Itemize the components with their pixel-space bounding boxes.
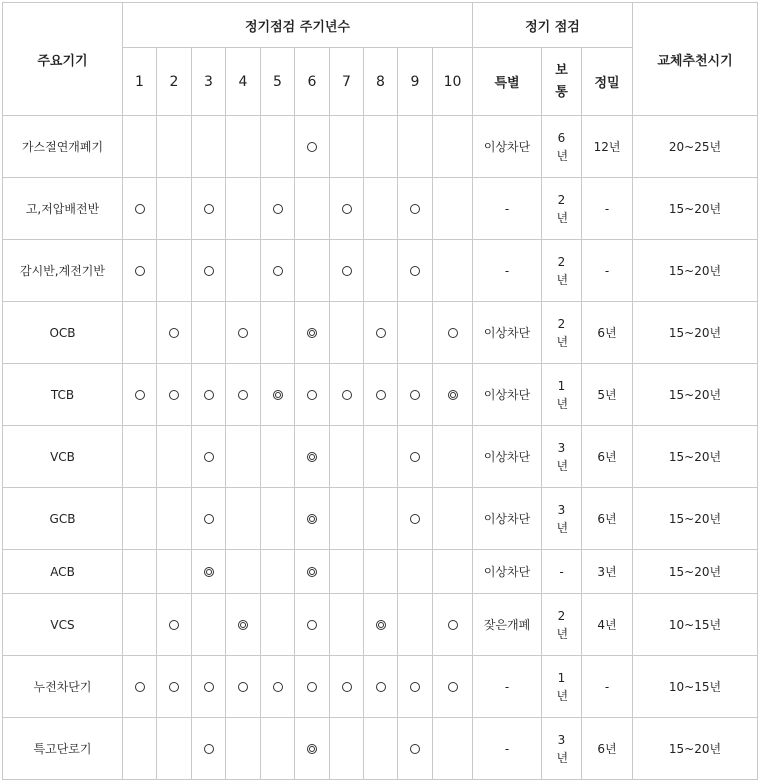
special-check: 이상차단	[473, 364, 542, 426]
header-year-1: 1	[123, 48, 157, 116]
table-row	[3, 550, 758, 594]
year-7-mark	[330, 718, 364, 780]
table-row	[3, 116, 758, 178]
table-row	[3, 656, 758, 718]
header-year-10: 10	[433, 48, 473, 116]
year-4-mark	[226, 116, 261, 178]
double-circle-icon	[307, 328, 317, 338]
year-10-mark	[433, 656, 473, 718]
circle-icon	[135, 390, 145, 400]
year-3-mark	[192, 178, 226, 240]
year-2-mark	[157, 550, 192, 594]
year-4-mark	[226, 718, 261, 780]
circle-icon	[273, 682, 283, 692]
year-4-mark	[226, 364, 261, 426]
normal-check-cell	[542, 302, 582, 364]
circle-icon	[342, 390, 352, 400]
year-10-mark	[433, 594, 473, 656]
year-4-mark	[226, 594, 261, 656]
equipment-name: 특고단로기	[3, 718, 123, 780]
circle-icon	[238, 682, 248, 692]
year-7-mark	[330, 656, 364, 718]
normal-check-cell	[542, 656, 582, 718]
normal-check: 3년	[556, 440, 569, 473]
circle-icon	[410, 204, 420, 214]
normal-check-cell	[542, 594, 582, 656]
year-1-mark	[123, 656, 157, 718]
year-8-mark	[364, 178, 398, 240]
special-check: 이상차단	[473, 116, 542, 178]
header-normal	[542, 48, 582, 116]
circle-icon	[204, 390, 214, 400]
replacement-period: 15~20년	[633, 488, 758, 550]
year-2-mark	[157, 116, 192, 178]
header-main-equipment: 주요기기	[3, 3, 123, 116]
year-1-mark	[123, 550, 157, 594]
equipment-name: 고,저압배전반	[3, 178, 123, 240]
circle-icon	[238, 390, 248, 400]
normal-check: 3년	[556, 502, 569, 535]
circle-icon	[204, 452, 214, 462]
equipment-name: 가스절연개폐기	[3, 116, 123, 178]
replacement-period: 15~20년	[633, 364, 758, 426]
normal-check: 2년	[556, 192, 569, 225]
year-8-mark	[364, 718, 398, 780]
double-circle-icon	[204, 567, 214, 577]
circle-icon	[273, 204, 283, 214]
double-circle-icon	[448, 390, 458, 400]
year-6-mark	[295, 178, 330, 240]
year-8-mark	[364, 594, 398, 656]
year-5-mark	[261, 240, 295, 302]
double-circle-icon	[307, 567, 317, 577]
header-year-2: 2	[157, 48, 192, 116]
circle-icon	[169, 682, 179, 692]
year-9-mark	[398, 656, 433, 718]
circle-icon	[204, 682, 214, 692]
replacement-period: 15~20년	[633, 178, 758, 240]
precise-check: 6년	[582, 426, 633, 488]
year-4-mark	[226, 488, 261, 550]
year-2-mark	[157, 718, 192, 780]
year-7-mark	[330, 240, 364, 302]
circle-icon	[448, 328, 458, 338]
year-1-mark	[123, 594, 157, 656]
year-5-mark	[261, 302, 295, 364]
replacement-period: 15~20년	[633, 240, 758, 302]
header-year-9: 9	[398, 48, 433, 116]
circle-icon	[342, 204, 352, 214]
header-row-top	[3, 3, 758, 48]
year-4-mark	[226, 302, 261, 364]
year-9-mark	[398, 550, 433, 594]
year-5-mark	[261, 718, 295, 780]
circle-icon	[169, 328, 179, 338]
normal-check: 2년	[556, 254, 569, 287]
year-5-mark	[261, 550, 295, 594]
year-10-mark	[433, 116, 473, 178]
circle-icon	[204, 744, 214, 754]
year-6-mark	[295, 718, 330, 780]
year-7-mark	[330, 594, 364, 656]
circle-icon	[307, 620, 317, 630]
maintenance-table	[2, 2, 758, 780]
table-row	[3, 302, 758, 364]
equipment-name: TCB	[3, 364, 123, 426]
year-6-mark	[295, 656, 330, 718]
year-7-mark	[330, 178, 364, 240]
circle-icon	[238, 328, 248, 338]
year-3-mark	[192, 116, 226, 178]
normal-check-cell	[542, 178, 582, 240]
year-9-mark	[398, 718, 433, 780]
year-4-mark	[226, 656, 261, 718]
special-check: -	[473, 656, 542, 718]
year-6-mark	[295, 594, 330, 656]
circle-icon	[135, 682, 145, 692]
year-10-mark	[433, 550, 473, 594]
year-9-mark	[398, 116, 433, 178]
year-2-mark	[157, 240, 192, 302]
circle-icon	[204, 266, 214, 276]
year-1-mark	[123, 364, 157, 426]
year-1-mark	[123, 718, 157, 780]
year-10-mark	[433, 426, 473, 488]
year-5-mark	[261, 178, 295, 240]
year-2-mark	[157, 488, 192, 550]
normal-check-cell	[542, 116, 582, 178]
header-year-5: 5	[261, 48, 295, 116]
replacement-period: 15~20년	[633, 718, 758, 780]
circle-icon	[169, 390, 179, 400]
normal-check: 6년	[556, 130, 569, 163]
year-2-mark	[157, 364, 192, 426]
table-row	[3, 594, 758, 656]
replacement-period: 10~15년	[633, 594, 758, 656]
year-2-mark	[157, 656, 192, 718]
year-4-mark	[226, 178, 261, 240]
year-8-mark	[364, 116, 398, 178]
circle-icon	[204, 514, 214, 524]
precise-check: -	[582, 240, 633, 302]
circle-icon	[307, 390, 317, 400]
year-3-mark	[192, 550, 226, 594]
year-8-mark	[364, 364, 398, 426]
year-7-mark	[330, 364, 364, 426]
precise-check: 4년	[582, 594, 633, 656]
year-8-mark	[364, 302, 398, 364]
circle-icon	[410, 390, 420, 400]
table-body	[3, 116, 758, 780]
year-1-mark	[123, 178, 157, 240]
year-9-mark	[398, 240, 433, 302]
normal-check-cell	[542, 718, 582, 780]
equipment-name: 감시반,계전기반	[3, 240, 123, 302]
special-check: -	[473, 240, 542, 302]
circle-icon	[204, 204, 214, 214]
year-10-mark	[433, 302, 473, 364]
year-7-mark	[330, 302, 364, 364]
equipment-name: VCS	[3, 594, 123, 656]
year-3-mark	[192, 364, 226, 426]
circle-icon	[410, 682, 420, 692]
year-10-mark	[433, 240, 473, 302]
year-10-mark	[433, 488, 473, 550]
year-3-mark	[192, 718, 226, 780]
circle-icon	[342, 266, 352, 276]
year-6-mark	[295, 364, 330, 426]
replacement-period: 15~20년	[633, 302, 758, 364]
year-6-mark	[295, 302, 330, 364]
year-7-mark	[330, 550, 364, 594]
normal-check-cell	[542, 364, 582, 426]
normal-check: 3년	[556, 732, 569, 765]
year-8-mark	[364, 656, 398, 718]
header-special: 특별	[473, 48, 542, 116]
year-5-mark	[261, 488, 295, 550]
circle-icon	[448, 682, 458, 692]
year-9-mark	[398, 178, 433, 240]
year-2-mark	[157, 594, 192, 656]
year-10-mark	[433, 718, 473, 780]
header-precise: 정밀	[582, 48, 633, 116]
special-check: 이상차단	[473, 302, 542, 364]
year-5-mark	[261, 426, 295, 488]
header-year-3: 3	[192, 48, 226, 116]
circle-icon	[169, 620, 179, 630]
circle-icon	[376, 328, 386, 338]
table-row	[3, 488, 758, 550]
year-3-mark	[192, 488, 226, 550]
special-check: 이상차단	[473, 426, 542, 488]
year-8-mark	[364, 426, 398, 488]
year-5-mark	[261, 364, 295, 426]
special-check: 잦은개폐	[473, 594, 542, 656]
year-2-mark	[157, 302, 192, 364]
double-circle-icon	[238, 620, 248, 630]
year-4-mark	[226, 550, 261, 594]
circle-icon	[410, 266, 420, 276]
year-1-mark	[123, 426, 157, 488]
replacement-period: 15~20년	[633, 426, 758, 488]
table-row	[3, 364, 758, 426]
year-7-mark	[330, 426, 364, 488]
circle-icon	[307, 142, 317, 152]
replacement-period: 20~25년	[633, 116, 758, 178]
circle-icon	[135, 204, 145, 214]
circle-icon	[342, 682, 352, 692]
header-year-4: 4	[226, 48, 261, 116]
double-circle-icon	[376, 620, 386, 630]
precise-check: 12년	[582, 116, 633, 178]
table-row	[3, 178, 758, 240]
year-6-mark	[295, 116, 330, 178]
double-circle-icon	[307, 514, 317, 524]
header-periodic-check: 정기 점검	[473, 3, 633, 48]
year-4-mark	[226, 426, 261, 488]
normal-check-cell	[542, 240, 582, 302]
year-7-mark	[330, 488, 364, 550]
circle-icon	[307, 682, 317, 692]
special-check: 이상차단	[473, 488, 542, 550]
circle-icon	[410, 514, 420, 524]
header-year-6: 6	[295, 48, 330, 116]
header-normal-label: 보통	[555, 62, 568, 100]
year-9-mark	[398, 426, 433, 488]
year-3-mark	[192, 426, 226, 488]
equipment-name: GCB	[3, 488, 123, 550]
year-3-mark	[192, 240, 226, 302]
year-9-mark	[398, 488, 433, 550]
precise-check: -	[582, 178, 633, 240]
year-7-mark	[330, 116, 364, 178]
replacement-period: 15~20년	[633, 550, 758, 594]
replacement-period: 10~15년	[633, 656, 758, 718]
year-3-mark	[192, 302, 226, 364]
normal-check: 1년	[556, 378, 569, 411]
header-year-7: 7	[330, 48, 364, 116]
year-4-mark	[226, 240, 261, 302]
circle-icon	[376, 682, 386, 692]
year-3-mark	[192, 656, 226, 718]
normal-check: -	[559, 564, 564, 579]
year-1-mark	[123, 116, 157, 178]
precise-check: 6년	[582, 302, 633, 364]
special-check: -	[473, 178, 542, 240]
table-row	[3, 718, 758, 780]
normal-check: 2년	[556, 608, 569, 641]
year-10-mark	[433, 364, 473, 426]
year-2-mark	[157, 426, 192, 488]
year-3-mark	[192, 594, 226, 656]
year-8-mark	[364, 550, 398, 594]
year-6-mark	[295, 488, 330, 550]
precise-check: -	[582, 656, 633, 718]
double-circle-icon	[273, 390, 283, 400]
circle-icon	[135, 266, 145, 276]
precise-check: 6년	[582, 488, 633, 550]
normal-check-cell	[542, 550, 582, 594]
normal-check-cell	[542, 426, 582, 488]
double-circle-icon	[307, 452, 317, 462]
equipment-name: OCB	[3, 302, 123, 364]
year-8-mark	[364, 240, 398, 302]
special-check: 이상차단	[473, 550, 542, 594]
equipment-name: 누전차단기	[3, 656, 123, 718]
table-row	[3, 426, 758, 488]
year-9-mark	[398, 302, 433, 364]
circle-icon	[273, 266, 283, 276]
precise-check: 3년	[582, 550, 633, 594]
equipment-name: ACB	[3, 550, 123, 594]
circle-icon	[410, 452, 420, 462]
year-1-mark	[123, 240, 157, 302]
special-check: -	[473, 718, 542, 780]
normal-check: 1년	[556, 670, 569, 703]
header-replacement: 교체추천시기	[633, 3, 758, 116]
year-6-mark	[295, 550, 330, 594]
year-5-mark	[261, 656, 295, 718]
header-year-8: 8	[364, 48, 398, 116]
year-9-mark	[398, 594, 433, 656]
year-10-mark	[433, 178, 473, 240]
year-1-mark	[123, 488, 157, 550]
table-row	[3, 240, 758, 302]
equipment-name: VCB	[3, 426, 123, 488]
year-1-mark	[123, 302, 157, 364]
year-6-mark	[295, 426, 330, 488]
precise-check: 6년	[582, 718, 633, 780]
circle-icon	[410, 744, 420, 754]
year-5-mark	[261, 116, 295, 178]
normal-check: 2년	[556, 316, 569, 349]
circle-icon	[376, 390, 386, 400]
precise-check: 5년	[582, 364, 633, 426]
double-circle-icon	[307, 744, 317, 754]
year-6-mark	[295, 240, 330, 302]
year-5-mark	[261, 594, 295, 656]
year-2-mark	[157, 178, 192, 240]
header-periodic-years: 정기점검 주기년수	[123, 3, 473, 48]
circle-icon	[448, 620, 458, 630]
year-8-mark	[364, 488, 398, 550]
normal-check-cell	[542, 488, 582, 550]
year-9-mark	[398, 364, 433, 426]
